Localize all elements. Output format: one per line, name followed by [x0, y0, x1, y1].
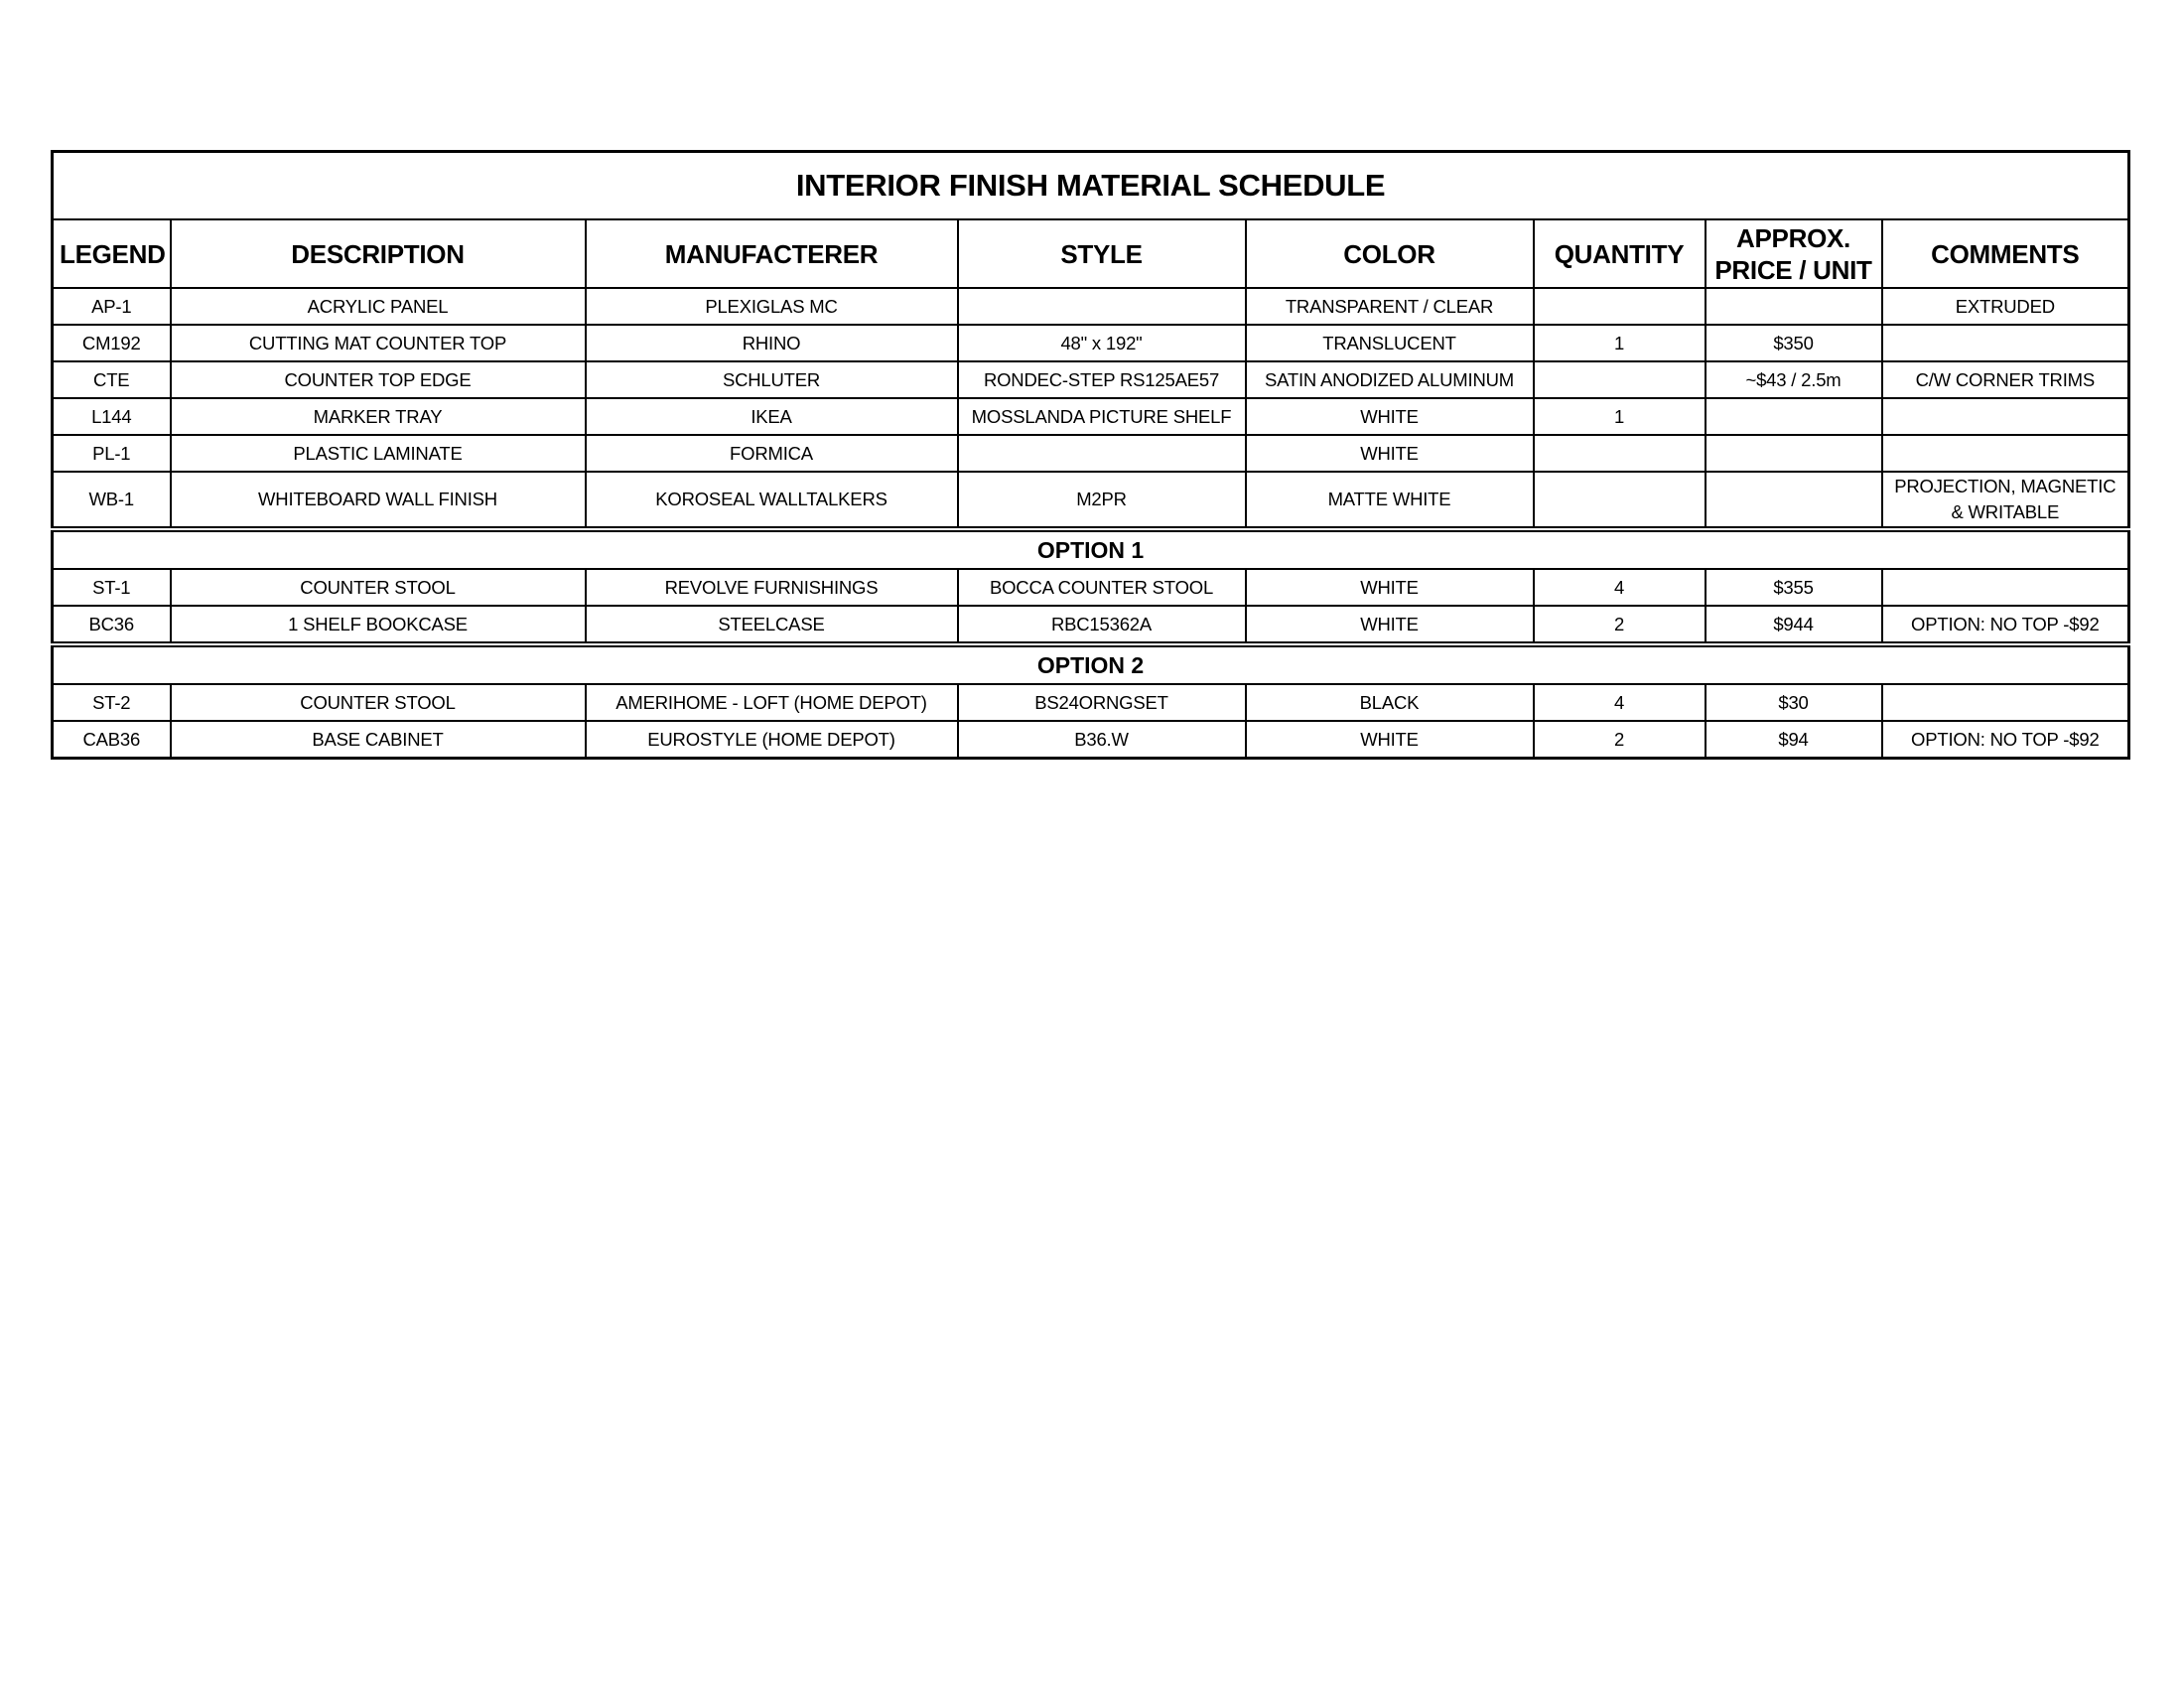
cell-legend: BC36: [53, 606, 171, 644]
cell-manufacturer: AMERIHOME - LOFT (HOME DEPOT): [586, 684, 958, 721]
table-row: [53, 721, 2129, 759]
header-style: STYLE: [958, 219, 1246, 288]
header-color: COLOR: [1246, 219, 1534, 288]
cell-manufacturer: PLEXIGLAS MC: [586, 288, 958, 325]
cell-legend: ST-2: [53, 684, 171, 721]
cell-color: BLACK: [1246, 684, 1534, 721]
cell-description: ACRYLIC PANEL: [171, 288, 586, 325]
cell-color: WHITE: [1246, 398, 1534, 435]
cell-quantity: 1: [1534, 398, 1706, 435]
cell-color: TRANSLUCENT: [1246, 325, 1534, 361]
table-row: [53, 684, 2129, 721]
cell-style: [958, 435, 1246, 472]
header-row: [53, 219, 2129, 288]
cell-quantity: 4: [1534, 684, 1706, 721]
option1-section: [53, 529, 2129, 569]
cell-style: RONDEC-STEP RS125AE57: [958, 361, 1246, 398]
cell-quantity: [1534, 361, 1706, 398]
cell-manufacturer: STEELCASE: [586, 606, 958, 644]
cell-manufacturer: EUROSTYLE (HOME DEPOT): [586, 721, 958, 759]
cell-manufacturer: REVOLVE FURNISHINGS: [586, 569, 958, 606]
cell-price: $944: [1706, 606, 1882, 644]
cell-comments: [1882, 569, 2129, 606]
cell-quantity: [1534, 472, 1706, 529]
cell-comments: EXTRUDED: [1882, 288, 2129, 325]
table-row: [53, 288, 2129, 325]
table-row: [53, 472, 2129, 529]
cell-quantity: 4: [1534, 569, 1706, 606]
cell-description: CUTTING MAT COUNTER TOP: [171, 325, 586, 361]
option2-rows: [53, 684, 2129, 759]
cell-manufacturer: RHINO: [586, 325, 958, 361]
cell-quantity: 1: [1534, 325, 1706, 361]
table-row: [53, 398, 2129, 435]
cell-color: WHITE: [1246, 435, 1534, 472]
cell-comments: OPTION: NO TOP -$92: [1882, 721, 2129, 759]
cell-color: SATIN ANODIZED ALUMINUM: [1246, 361, 1534, 398]
cell-quantity: [1534, 288, 1706, 325]
option1-title: OPTION 1: [53, 529, 2129, 569]
schedule-title: INTERIOR FINISH MATERIAL SCHEDULE: [53, 152, 2129, 220]
cell-price: $350: [1706, 325, 1882, 361]
cell-price: [1706, 288, 1882, 325]
cell-price: ~$43 / 2.5m: [1706, 361, 1882, 398]
material-schedule-table: [51, 150, 2130, 760]
cell-comments: C/W CORNER TRIMS: [1882, 361, 2129, 398]
cell-description: COUNTER STOOL: [171, 569, 586, 606]
cell-description: WHITEBOARD WALL FINISH: [171, 472, 586, 529]
cell-style: BS24ORNGSET: [958, 684, 1246, 721]
cell-quantity: 2: [1534, 606, 1706, 644]
cell-description: 1 SHELF BOOKCASE: [171, 606, 586, 644]
cell-comments: PROJECTION, MAGNETIC & WRITABLE: [1882, 472, 2129, 529]
cell-legend: L144: [53, 398, 171, 435]
option2-section: [53, 644, 2129, 684]
header-price: [1706, 219, 1882, 288]
cell-color: MATTE WHITE: [1246, 472, 1534, 529]
cell-legend: CTE: [53, 361, 171, 398]
cell-style: M2PR: [958, 472, 1246, 529]
cell-style: B36.W: [958, 721, 1246, 759]
cell-description: BASE CABINET: [171, 721, 586, 759]
cell-comments: [1882, 325, 2129, 361]
cell-comments: [1882, 684, 2129, 721]
header-comments: COMMENTS: [1882, 219, 2129, 288]
option2-title: OPTION 2: [53, 644, 2129, 684]
cell-quantity: [1534, 435, 1706, 472]
cell-legend: CM192: [53, 325, 171, 361]
cell-description: PLASTIC LAMINATE: [171, 435, 586, 472]
cell-quantity: 2: [1534, 721, 1706, 759]
cell-color: TRANSPARENT / CLEAR: [1246, 288, 1534, 325]
cell-price: [1706, 435, 1882, 472]
cell-price: $355: [1706, 569, 1882, 606]
cell-manufacturer: SCHLUTER: [586, 361, 958, 398]
cell-description: COUNTER TOP EDGE: [171, 361, 586, 398]
table-row: [53, 435, 2129, 472]
cell-price: $30: [1706, 684, 1882, 721]
cell-price: [1706, 398, 1882, 435]
table-row: [53, 325, 2129, 361]
cell-manufacturer: IKEA: [586, 398, 958, 435]
cell-description: MARKER TRAY: [171, 398, 586, 435]
cell-legend: AP-1: [53, 288, 171, 325]
cell-legend: CAB36: [53, 721, 171, 759]
cell-price: $94: [1706, 721, 1882, 759]
cell-style: BOCCA COUNTER STOOL: [958, 569, 1246, 606]
header-manufacturer: MANUFACTERER: [586, 219, 958, 288]
option1-rows: [53, 569, 2129, 644]
main-rows: [53, 288, 2129, 529]
table-row: [53, 606, 2129, 644]
cell-legend: ST-1: [53, 569, 171, 606]
cell-color: WHITE: [1246, 721, 1534, 759]
cell-legend: WB-1: [53, 472, 171, 529]
cell-manufacturer: KOROSEAL WALLTALKERS: [586, 472, 958, 529]
cell-color: WHITE: [1246, 606, 1534, 644]
cell-comments: [1882, 435, 2129, 472]
table-row: [53, 569, 2129, 606]
header-quantity: QUANTITY: [1534, 219, 1706, 288]
cell-style: 48" x 192": [958, 325, 1246, 361]
cell-style: MOSSLANDA PICTURE SHELF: [958, 398, 1246, 435]
cell-style: [958, 288, 1246, 325]
cell-price: [1706, 472, 1882, 529]
cell-color: WHITE: [1246, 569, 1534, 606]
header-price-line2: PRICE / UNIT: [1714, 254, 1872, 285]
cell-description: COUNTER STOOL: [171, 684, 586, 721]
table-row: [53, 361, 2129, 398]
cell-manufacturer: FORMICA: [586, 435, 958, 472]
cell-comments: OPTION: NO TOP -$92: [1882, 606, 2129, 644]
header-price-line1: APPROX.: [1736, 222, 1850, 253]
header-description: DESCRIPTION: [171, 219, 586, 288]
cell-legend: PL-1: [53, 435, 171, 472]
cell-style: RBC15362A: [958, 606, 1246, 644]
header-legend: LEGEND: [53, 219, 171, 288]
cell-comments: [1882, 398, 2129, 435]
